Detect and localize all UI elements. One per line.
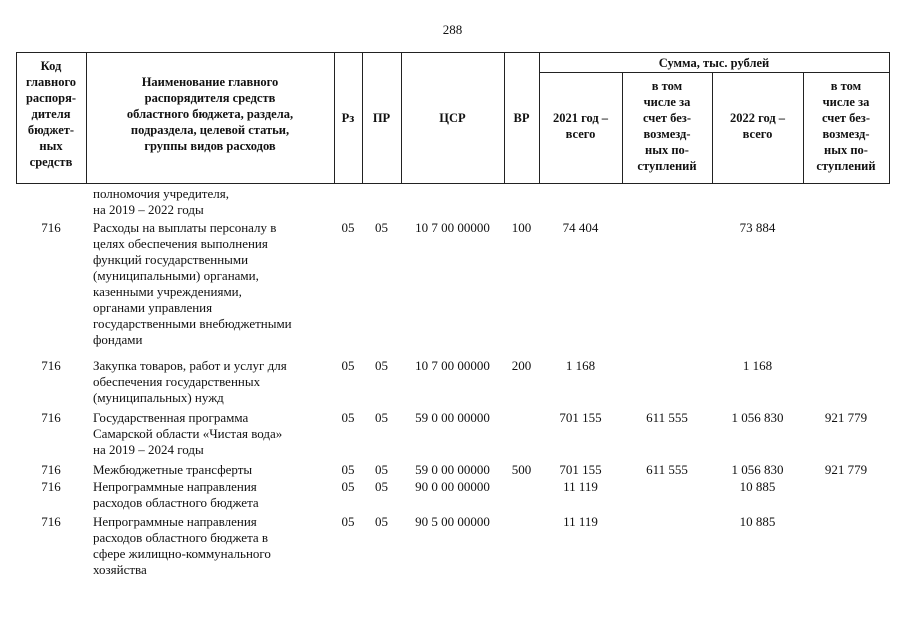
row-2021-total: 701 155 — [559, 462, 602, 477]
header-2021-free: в том числе за счет без- возмезд- ных по- ступлений — [637, 79, 697, 173]
row-name: Расходы на выплаты персоналу в целях обеспечения выполнения функций государственными (муниципальными) органами, казенными учреждениями, органами управления государственными внебюджетными фондами — [93, 220, 292, 347]
row-2021-total: 74 404 — [562, 220, 599, 235]
row-rz: 05 — [341, 479, 355, 494]
row-vr: 500 — [511, 462, 532, 477]
header-sum: Сумма, тыс. рублей — [658, 56, 770, 70]
row-kod: 716 — [41, 410, 61, 425]
row-rz: 05 — [341, 462, 355, 477]
row-2022-total: 73 884 — [739, 220, 776, 235]
row-vr: 100 — [511, 220, 532, 235]
row-csr: 59 0 00 00000 — [415, 462, 490, 477]
header-kod: Код главного распоря- дителя бюджет- ных средств — [25, 59, 77, 169]
row-name: полномочия учредителя, на 2019 – 2022 годы — [93, 186, 229, 217]
row-2021-total: 1 168 — [565, 358, 596, 373]
row-rz: 05 — [341, 514, 355, 529]
header-rz: Рз — [341, 111, 355, 125]
row-2022-free: 921 779 — [824, 410, 868, 425]
header-2022-free: в том числе за счет без- возмезд- ных по- ступлений — [816, 79, 876, 173]
row-2021-total: 701 155 — [559, 410, 602, 425]
row-name: Закупка товаров, работ и услуг для обеспечения государственных (муниципальных) нужд — [93, 358, 287, 405]
row-kod: 716 — [41, 358, 61, 373]
header-vr: ВР — [513, 111, 530, 125]
header-2021-total: 2021 год – всего — [552, 111, 609, 141]
row-pr: 05 — [375, 479, 388, 494]
row-2021-free: 611 555 — [646, 462, 688, 477]
row-vr: 200 — [511, 358, 532, 373]
table-header — [0, 0, 905, 185]
row-name: Государственная программа Самарской области «Чистая вода» на 2019 – 2024 годы — [93, 410, 283, 457]
row-pr: 05 — [375, 358, 388, 373]
row-2022-total: 10 885 — [739, 479, 776, 494]
row-2021-total: 11 119 — [563, 479, 598, 494]
header-2022-total: 2022 год – всего — [729, 111, 786, 141]
row-pr: 05 — [375, 462, 388, 477]
row-kod: 716 — [41, 514, 61, 529]
row-2022-total: 1 056 830 — [731, 410, 784, 425]
row-csr: 59 0 00 00000 — [415, 410, 490, 425]
row-2022-total: 1 168 — [742, 358, 773, 373]
row-kod: 716 — [41, 479, 61, 494]
header-csr: ЦСР — [439, 111, 466, 125]
row-name: Межбюджетные трансферты — [93, 462, 253, 477]
row-rz: 05 — [341, 220, 355, 235]
row-pr: 05 — [375, 514, 388, 529]
row-csr: 10 7 00 00000 — [415, 358, 490, 373]
row-name: Непрограммные направления расходов областного бюджета — [93, 479, 259, 510]
row-2021-total: 11 119 — [563, 514, 598, 529]
row-rz: 05 — [341, 358, 355, 373]
row-2021-free: 611 555 — [646, 410, 688, 425]
row-name: Непрограммные направления расходов областного бюджета в сфере жилищно-коммунального хозяйства — [93, 514, 271, 577]
row-csr: 90 0 00 00000 — [415, 479, 490, 494]
row-kod: 716 — [41, 220, 61, 235]
row-csr: 10 7 00 00000 — [415, 220, 490, 235]
row-pr: 05 — [375, 220, 388, 235]
row-rz: 05 — [341, 410, 355, 425]
page-number: 288 — [442, 22, 463, 37]
header-pr: ПР — [372, 111, 391, 125]
row-pr: 05 — [375, 410, 388, 425]
row-kod: 716 — [41, 462, 61, 477]
header-name: Наименование главного распорядителя средств областного бюджета, раздела, подраздела, целевой статьи, группы видов расходов — [126, 75, 294, 153]
row-2022-total: 1 056 830 — [731, 462, 784, 477]
row-2022-total: 10 885 — [739, 514, 776, 529]
row-csr: 90 5 00 00000 — [415, 514, 490, 529]
row-2022-free: 921 779 — [824, 462, 868, 477]
